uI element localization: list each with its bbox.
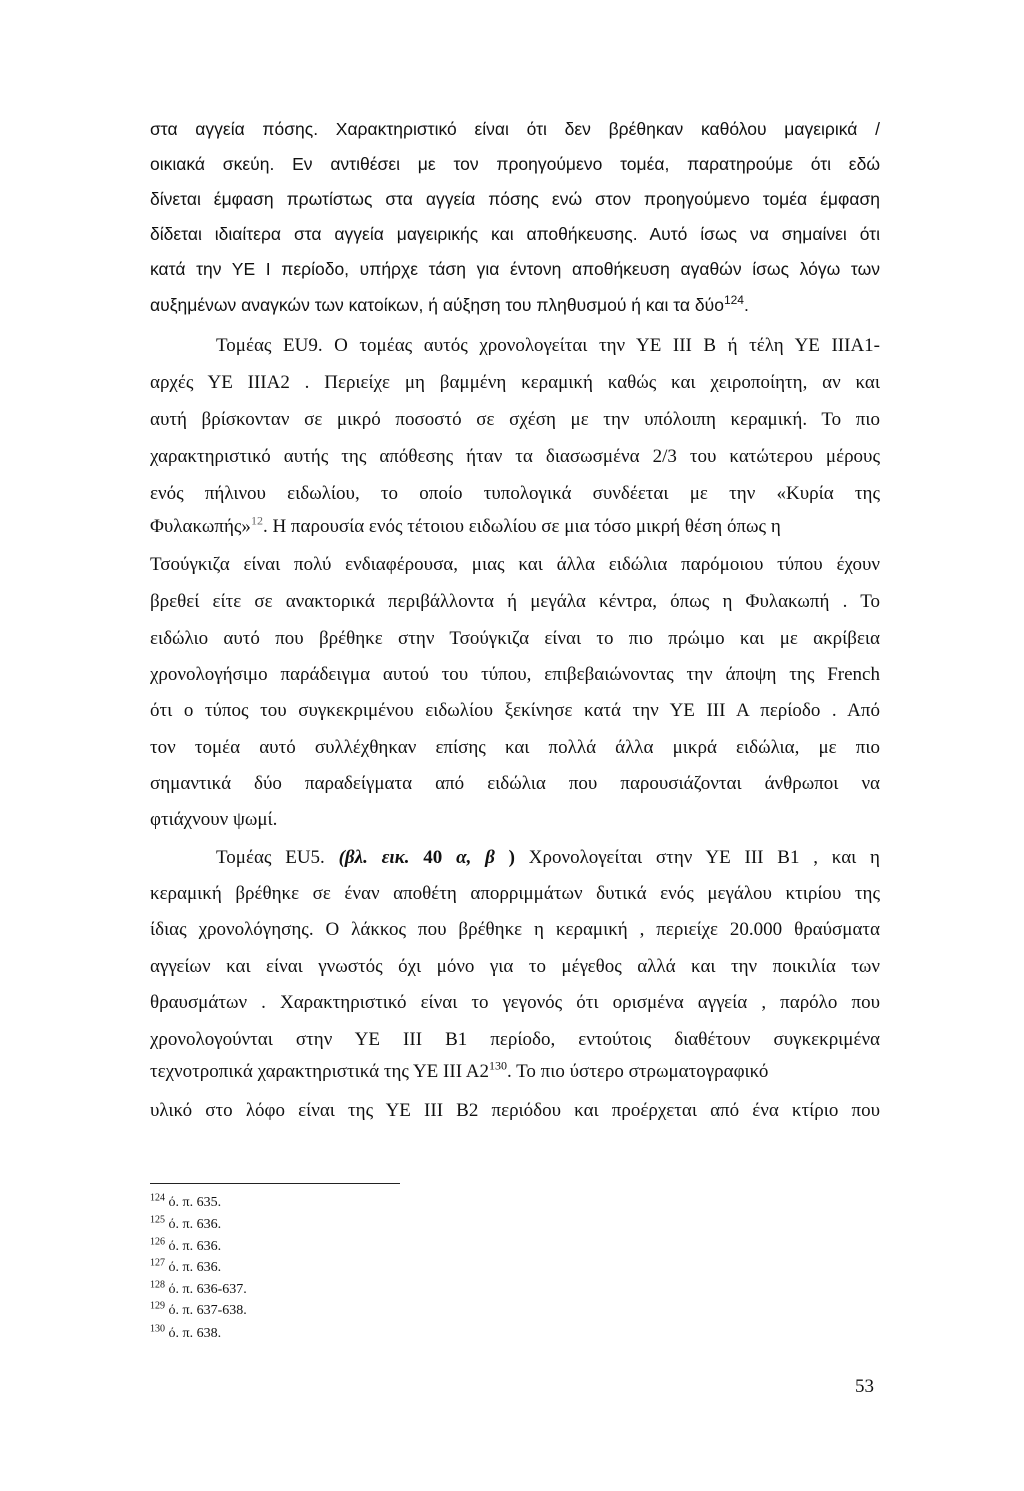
body-text: Χρονολογείται στην ΥΕ ΙΙΙ Β1 , και η (528, 847, 880, 868)
section-heading-line (216, 846, 880, 870)
body-text: . Το πιο ύστερο στρωματογραφικό (506, 1061, 769, 1082)
body-text: Τομέας EU5. (216, 847, 339, 868)
footnote-number: 126 (150, 1236, 165, 1248)
footnote (150, 1302, 247, 1320)
body-text: τεχνοτροπικά χαρακτηριστικά της ΥΕ ΙΙΙ Α2 (150, 1061, 489, 1082)
footnote (150, 1216, 221, 1234)
body-line: στα αγγεία πόσης. Χαρακτηριστικό είναι ότι δεν βρέθηκαν καθόλου μαγειρικά / (150, 119, 880, 139)
body-line: ίδιας χρονολόγησης. Ο λάκκος που βρέθηκε η κεραμική , περιείχε 20.000 θραύσματα (150, 919, 880, 940)
body-line: τον τομέα αυτό συλλέχθηκαν επίσης και πολλά άλλα μικρά ειδώλια, με πιο (150, 737, 880, 758)
body-line: ότι ο τύπος του συγκεκριμένου ειδωλίου ξεκίνησε κατά την ΥΕ ΙΙΙ Α περίοδο . Από (150, 700, 880, 721)
footnote-text: ό. π. 638. (168, 1326, 222, 1341)
footnote-text: ό. π. 636-637. (168, 1282, 247, 1297)
body-line: χρονολογήσιμο παράδειγμα αυτού του τύπου, επιβεβαιώνοντας την άποψη της French (150, 664, 880, 685)
body-line: ειδώλιο αυτό που βρέθηκε στην Τσούγκιζα είναι το πιο πρώιμο και με ακρίβεια (150, 628, 880, 649)
body-text: αυξημένων αναγκών των κατοίκων, ή αύξηση του πληθυσμού ή και τα δύο (150, 295, 724, 315)
footnote (150, 1323, 222, 1341)
body-line: δίνεται έμφαση πρωτίστως στα αγγεία πόσης ενώ στον προηγούμενο τομέα έμφαση (150, 189, 880, 209)
page-number: 53 (855, 1376, 874, 1397)
footnote-text: ό. π. 636. (168, 1217, 222, 1232)
footnote (150, 1259, 221, 1277)
footnote-ref: 130 (488, 1058, 507, 1073)
footnote-number: 129 (150, 1300, 165, 1312)
footnote-separator (150, 1183, 400, 1184)
body-line (150, 293, 880, 317)
body-line: δίδεται ιδιαίτερα στα αγγεία μαγειρικής και αποθήκευσης. Αυτό ίσως να σημαίνει ότι (150, 224, 880, 244)
footnote-text: ό. π. 635. (168, 1195, 222, 1210)
body-line: σημαντικά δύο παραδείγματα από ειδώλια που παρουσιάζονται άνθρωποι να (150, 773, 880, 794)
figure-ref: α, β (456, 847, 495, 868)
footnote-ref: 124 (723, 293, 744, 308)
footnote-ref: 12 (250, 513, 263, 528)
footnote-number: 124 (150, 1192, 165, 1204)
body-line: κατά την ΥΕ Ι περίοδο, υπήρχε τάση για έντονη αποθήκευση αγαθών ίσως λόγω των (150, 259, 880, 279)
footnote-text: ό. π. 637-638. (168, 1303, 247, 1318)
body-line (150, 1060, 880, 1084)
footnote-text: ό. π. 636. (168, 1239, 222, 1254)
body-text: Φυλακωπής» (150, 516, 251, 537)
body-line: υλικό στο λόφο είναι της ΥΕ ΙΙΙ Β2 περιόδου και προέρχεται από ένα κτίριο που (150, 1100, 880, 1121)
footnote-text: ό. π. 636. (168, 1260, 222, 1275)
body-line: κεραμική βρέθηκε σε έναν αποθέτη απορριμμάτων δυτικά ενός μεγάλου κτιρίου της (150, 883, 880, 904)
body-line: χαρακτηριστικό αυτής της απόθεσης ήταν τα διασωσμένα 2/3 του κατώτερου μέρους (150, 446, 880, 467)
figure-ref: 40 (409, 847, 457, 868)
body-text: . (743, 295, 749, 315)
footnote (150, 1238, 221, 1256)
body-line: ενός πήλινου ειδωλίου, το οποίο τυπολογικά συνδέεται με την «Κυρία της (150, 483, 880, 504)
figure-ref: (βλ. εικ. (338, 847, 410, 868)
body-line: βρεθεί είτε σε ανακτορικά περιβάλλοντα ή μεγάλα κέντρα, όπως η Φυλακωπή . Το (150, 591, 880, 612)
body-line: θραυσμάτων . Χαρακτηριστικό είναι το γεγονός ότι ορισμένα αγγεία , παρόλο που (150, 992, 880, 1013)
body-text: . Η παρουσία ενός τέτοιου ειδωλίου σε μια τόσο μικρή θέση όπως η (262, 516, 781, 537)
body-line: αυτή βρίσκονταν σε μικρό ποσοστό σε σχέση με την υπόλοιπη κεραμική. Το πιο (150, 409, 880, 430)
body-line: Τσούγκιζα είναι πολύ ενδιαφέρουσα, μιας και άλλα ειδώλια παρόμοιου τύπου έχουν (150, 554, 880, 575)
footnote (150, 1281, 247, 1299)
body-line: αρχές ΥΕ ΙΙΙΑ2 . Περιείχε μη βαμμένη κεραμική καθώς και χειροποίητη, αν και (150, 372, 880, 393)
footnote-number: 125 (150, 1214, 165, 1226)
figure-ref: ) (494, 847, 529, 868)
footnote-number: 130 (150, 1323, 165, 1335)
footnote (150, 1194, 221, 1212)
footnote-number: 127 (150, 1257, 165, 1269)
body-line: χρονολογούνται στην ΥΕ ΙΙΙ Β1 περίοδο, εντούτοις διαθέτουν συγκεκριμένα (150, 1029, 880, 1050)
body-line: φτιάχνουν ψωμί. (150, 809, 278, 830)
body-line: αγγείων και είναι γνωστός όχι μόνο για το μέγεθος αλλά και την ποικιλία των (150, 956, 880, 977)
footnote-number: 128 (150, 1279, 165, 1291)
body-line: οικιακά σκεύη. Εν αντιθέσει με τον προηγούμενο τομέα, παρατηρούμε ότι εδώ (150, 154, 880, 174)
section-heading-line: Τομέας EU9. Ο τομέας αυτός χρονολογείται την ΥΕ ΙΙΙ Β ή τέλη ΥΕ ΙΙΙΑ1- (216, 335, 880, 356)
body-line (150, 515, 880, 539)
